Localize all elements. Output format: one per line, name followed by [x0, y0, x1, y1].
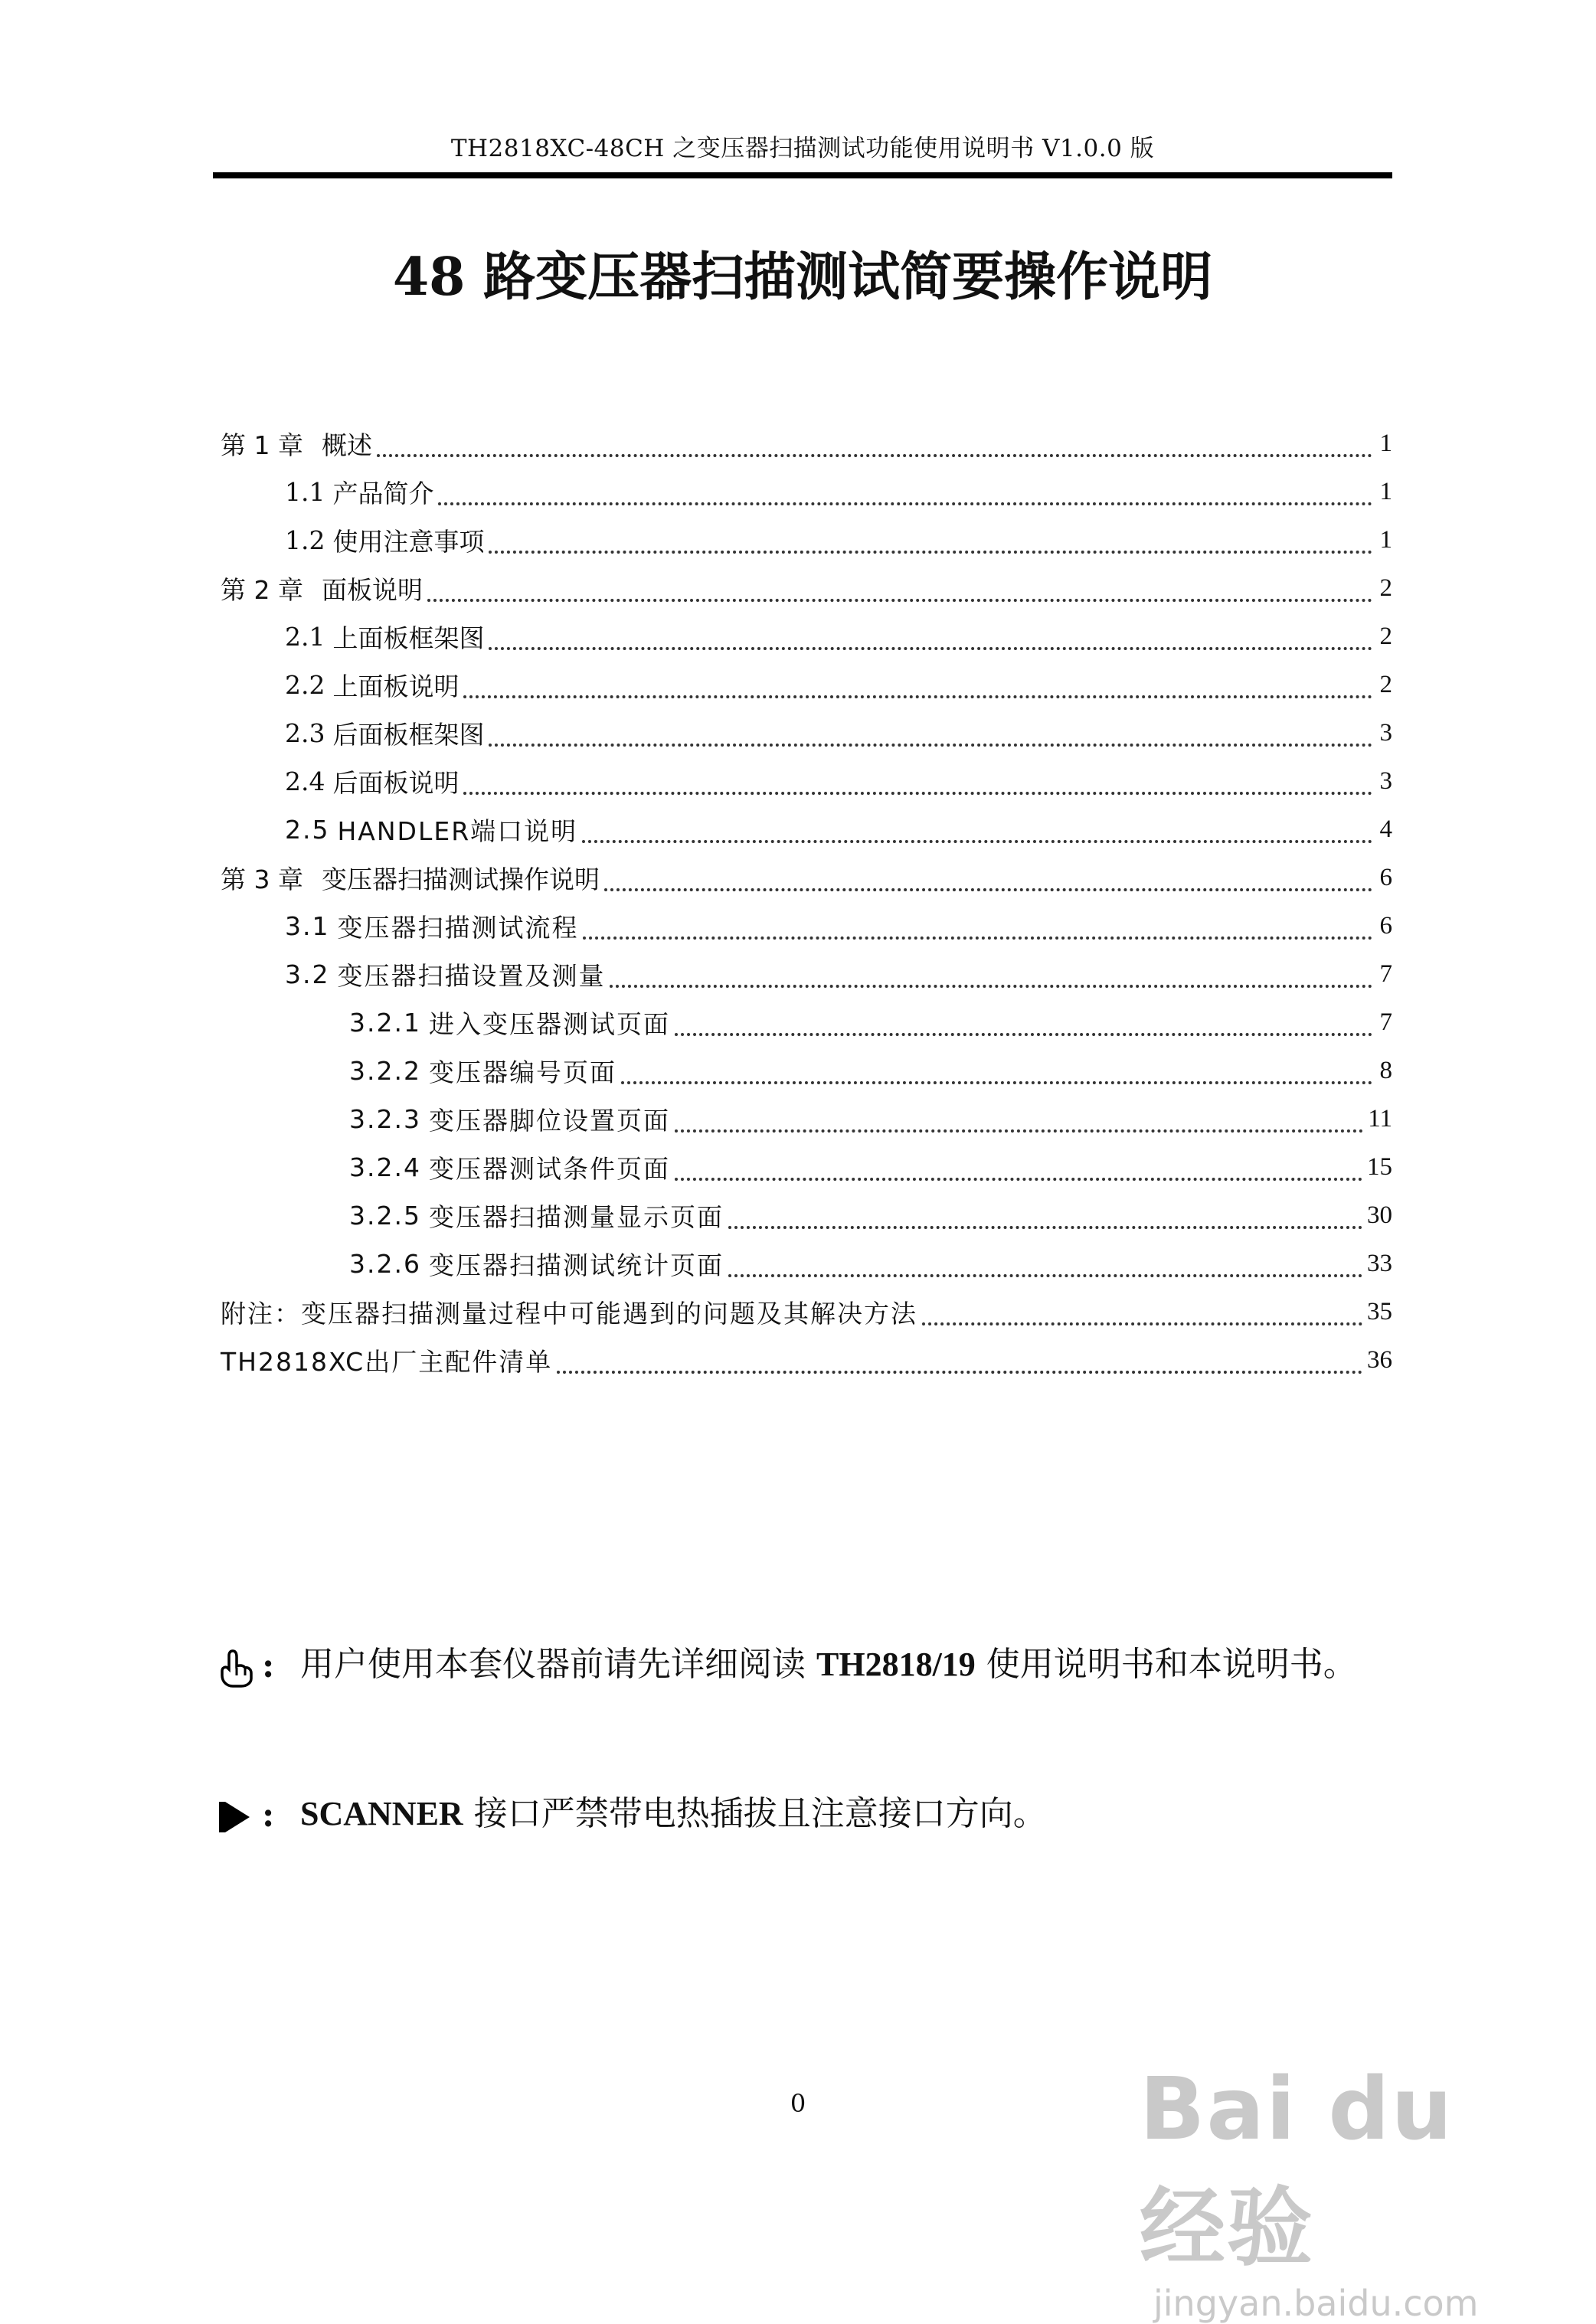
toc-page: 7	[1379, 960, 1392, 988]
toc-entry[interactable]	[221, 999, 1392, 1047]
toc-entry[interactable]	[221, 1191, 1392, 1240]
toc-leader-dots	[728, 1226, 1362, 1229]
toc-number: 3.2.1	[349, 1008, 421, 1038]
toc-page: 1	[1379, 430, 1392, 457]
warning-text	[300, 1782, 1395, 1846]
toc-entry[interactable]	[221, 1095, 1392, 1143]
toc-leader-dots	[557, 1371, 1362, 1374]
toc-number: 1.2	[285, 525, 325, 555]
toc-page: 35	[1367, 1298, 1392, 1325]
toc-entry[interactable]	[221, 516, 1392, 564]
toc-number: 3.2.4	[349, 1152, 421, 1182]
warning-colon: :	[262, 1796, 275, 1835]
toc-page: 7	[1379, 1008, 1392, 1036]
table-of-contents	[221, 420, 1392, 1384]
toc-title: 变压器扫描测试操作说明	[321, 865, 600, 894]
toc-number: 2.3	[285, 718, 325, 748]
toc-title: 概述	[321, 430, 372, 460]
toc-entry[interactable]	[221, 661, 1392, 709]
toc-page: 6	[1379, 912, 1392, 940]
notice-text-part: 使用说明书和本说明书。	[975, 1645, 1357, 1684]
toc-number: 3.2	[285, 959, 330, 989]
toc-title: 变压器脚位设置页面	[428, 1106, 670, 1136]
toc-leader-dots	[427, 599, 1372, 602]
toc-leader-dots	[675, 1178, 1362, 1181]
toc-entry[interactable]	[221, 709, 1392, 757]
toc-entry[interactable]	[221, 757, 1392, 806]
toc-title: 变压器扫描设置及测量	[337, 961, 606, 991]
toc-title: 使用注意事项	[332, 527, 485, 557]
toc-page: 2	[1379, 623, 1392, 650]
toc-page: 1	[1379, 478, 1392, 505]
toc-entry[interactable]	[221, 1336, 1392, 1384]
toc-leader-dots	[728, 1274, 1362, 1277]
toc-leader-dots	[621, 1081, 1372, 1084]
toc-page: 1	[1379, 526, 1392, 554]
toc-entry[interactable]	[221, 1288, 1392, 1336]
toc-page: 2	[1379, 574, 1392, 602]
toc-leader-dots	[489, 744, 1372, 747]
play-arrow-icon	[216, 1797, 262, 1837]
document-title: 48 路变压器扫描测试简要操作说明	[392, 247, 1213, 308]
toc-entry[interactable]	[221, 613, 1392, 661]
watermark-logo: Bai du 经验	[1140, 2060, 1454, 2278]
usage-notice	[216, 1646, 1395, 1697]
warning-text-part: 接口严禁带电热插拔且注意接口方向。	[463, 1794, 1047, 1833]
toc-entry[interactable]	[221, 1240, 1392, 1288]
toc-page: 8	[1379, 1057, 1392, 1084]
toc-entry[interactable]	[221, 420, 1392, 468]
toc-leader-dots	[604, 888, 1372, 891]
toc-title: 变压器扫描测试流程	[337, 913, 579, 943]
page-number: 0	[790, 2089, 806, 2118]
toc-number: 3.2.3	[349, 1104, 421, 1134]
toc-title: 上面板框架图	[332, 623, 485, 653]
toc-leader-dots	[583, 936, 1372, 940]
toc-leader-dots	[377, 454, 1372, 457]
toc-title: 面板说明	[321, 575, 423, 605]
notice-manual-name: TH2818/19	[816, 1646, 976, 1683]
toc-number: 3.2.5	[349, 1201, 421, 1231]
toc-number: 3.2.2	[349, 1056, 421, 1086]
toc-page: 4	[1379, 816, 1392, 843]
toc-page: 2	[1379, 671, 1392, 698]
toc-entry[interactable]	[221, 806, 1392, 854]
toc-entry[interactable]	[221, 854, 1392, 902]
toc-entry[interactable]	[221, 950, 1392, 999]
toc-title: HANDLER端口说明	[337, 816, 578, 846]
toc-page: 15	[1367, 1153, 1392, 1181]
toc-title: 变压器扫描测试统计页面	[428, 1250, 724, 1280]
toc-entry[interactable]	[221, 1143, 1392, 1191]
toc-leader-dots	[489, 551, 1372, 554]
toc-leader-dots	[582, 840, 1372, 843]
toc-title: 后面板说明	[332, 768, 460, 798]
toc-page: 33	[1367, 1250, 1392, 1277]
toc-leader-dots	[922, 1322, 1362, 1325]
toc-number: 2.5	[285, 815, 330, 845]
warning-interface-name: SCANNER	[300, 1795, 463, 1832]
running-header: TH2818XC-48CH 之变压器扫描测试功能使用说明书 V1.0.0 版	[450, 135, 1155, 162]
toc-number: 3.2.6	[349, 1249, 421, 1279]
toc-title: 后面板框架图	[332, 720, 485, 750]
toc-number: 第 1 章	[221, 430, 303, 460]
toc-entry[interactable]	[221, 468, 1392, 516]
toc-page: 11	[1368, 1105, 1392, 1133]
toc-number: 1.1	[285, 477, 325, 507]
toc-leader-dots	[610, 985, 1372, 988]
toc-title: TH2818XC出厂主配件清单	[221, 1347, 553, 1377]
notice-text-part: 用户使用本套仪器前请先详细阅读	[300, 1645, 816, 1684]
toc-page: 36	[1367, 1346, 1392, 1374]
toc-number: 2.4	[285, 766, 325, 796]
toc-number: 3.1	[285, 911, 330, 941]
baidu-watermark	[1140, 2060, 1538, 2324]
toc-page: 3	[1379, 719, 1392, 747]
toc-leader-dots	[675, 1033, 1372, 1036]
toc-title: 附注：变压器扫描测量过程中可能遇到的问题及其解决方法	[221, 1299, 917, 1329]
toc-leader-dots	[675, 1129, 1363, 1133]
toc-number: 第 3 章	[221, 865, 303, 894]
notice-text	[300, 1633, 1395, 1697]
scanner-warning	[216, 1796, 1395, 1846]
toc-entry[interactable]	[221, 902, 1392, 950]
toc-leader-dots	[438, 502, 1372, 505]
toc-page: 3	[1379, 767, 1392, 795]
toc-title: 变压器扫描测量显示页面	[428, 1202, 724, 1232]
toc-page: 30	[1367, 1201, 1392, 1229]
pointing-hand-icon	[216, 1648, 262, 1688]
toc-title: 上面板说明	[332, 672, 460, 701]
toc-leader-dots	[463, 792, 1372, 795]
toc-number: 2.1	[285, 622, 325, 652]
watermark-url: jingyan.baidu.com	[1153, 2283, 1479, 2324]
toc-entry[interactable]	[221, 564, 1392, 613]
notice-colon: :	[262, 1646, 275, 1685]
toc-page: 6	[1379, 864, 1392, 891]
toc-number: 2.2	[285, 670, 325, 700]
toc-leader-dots	[463, 695, 1372, 698]
header-rule	[213, 172, 1392, 178]
toc-title: 变压器测试条件页面	[428, 1154, 670, 1184]
toc-title: 变压器编号页面	[428, 1057, 616, 1087]
toc-title: 进入变压器测试页面	[428, 1009, 670, 1039]
toc-number: 第 2 章	[221, 575, 303, 605]
toc-title: 产品简介	[332, 479, 434, 508]
toc-leader-dots	[489, 647, 1372, 650]
toc-entry[interactable]	[221, 1047, 1392, 1095]
